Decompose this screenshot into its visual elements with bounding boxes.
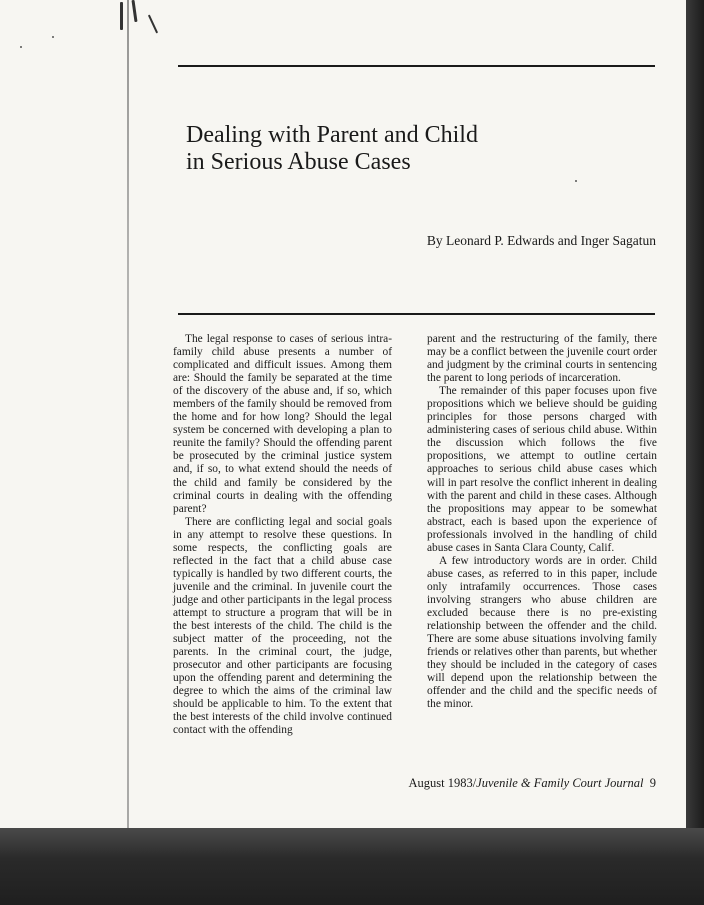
- right-column: [427, 333, 657, 711]
- paragraph: parent and the restructuring of the family, there may be a conflict between the juvenile court order and judgment by the criminal courts in sentencing the parent to long periods of incarceration.: [427, 333, 657, 385]
- scan-speck: [575, 180, 577, 182]
- scan-speck: [52, 36, 54, 38]
- page-footer: [408, 776, 656, 791]
- title-line-2: in Serious Abuse Cases: [186, 149, 411, 175]
- binding-mark: [120, 2, 123, 30]
- author-byline: By Leonard P. Edwards and Inger Sagatun: [426, 233, 656, 248]
- journal-name: Juvenile & Family Court Journal: [476, 776, 644, 790]
- scan-shadow-right: [686, 0, 704, 905]
- title-line-1: Dealing with Parent and Child: [186, 122, 478, 148]
- paragraph: There are conflicting legal and social goals in any attempt to resolve these questions. In some respects, the conflicting goals are reflected in the fact that a child abuse case typically is handled by two different courts, the juvenile and the criminal. In juvenile court the judge and other participants in the legal process attempt to structure a program that will be in the best interests of the child. The child is the subject matter of the proceeding, not the parents. In the criminal court, the judge, prosecutor and other participants are focusing upon the offending parent and determining the degree to which the aims of the criminal law should be applicable to him. To the extent that the best interests of the child involve continued contact with the offending: [173, 515, 392, 737]
- paragraph: The remainder of this paper focuses upon five propositions which we believe should be guiding principles for those persons charged with administering cases of serious child abuse. Within the discussion which follows the five propositions, we attempt to outline certain approaches to serious child abuse cases which will in part resolve the conflict inherent in dealing with the parent and child in these cases. Although the propositions may appear to be somewhat abstract, each is based upon the experience of professionals involved in the handling of child abuse cases in Santa Clara County, Calif.: [427, 385, 657, 554]
- section-rule: [178, 313, 655, 315]
- page-binding-edge: [127, 0, 129, 828]
- scan-speck: [20, 46, 22, 48]
- scan-shadow-bottom: [0, 828, 704, 905]
- article-title: [186, 122, 626, 176]
- paragraph: The legal response to cases of serious intra-family child abuse presents a number of complicated and difficult issues. Among them are: Should the family be separated at the time of the discovery of the abuse and, if so, which members of the family should be removed from the home and for how long? Should the legal system be concerned with developing a plan to reunite the family? Should the offending parent be prosecuted by the criminal justice system and, if so, to what extend should the needs of the child and family be considered by the criminal courts in dealing with the offending parent?: [173, 333, 392, 515]
- footer-date: August 1983/: [408, 776, 477, 790]
- header-rule: [178, 65, 655, 67]
- left-column: [173, 333, 392, 737]
- paragraph: A few introductory words are in order. Child abuse cases, as referred to in this paper, include only intrafamily occurrences. Those cases involving strangers who abuse children are excluded because there is no pre-existing relationship between the offender and the child. There are some abuse situations involving family friends or relatives other than parents, but whether they should be included in the category of cases will depend upon the relationship between the offender and the child and the specific needs of the minor.: [427, 554, 657, 711]
- page-number: 9: [649, 776, 656, 790]
